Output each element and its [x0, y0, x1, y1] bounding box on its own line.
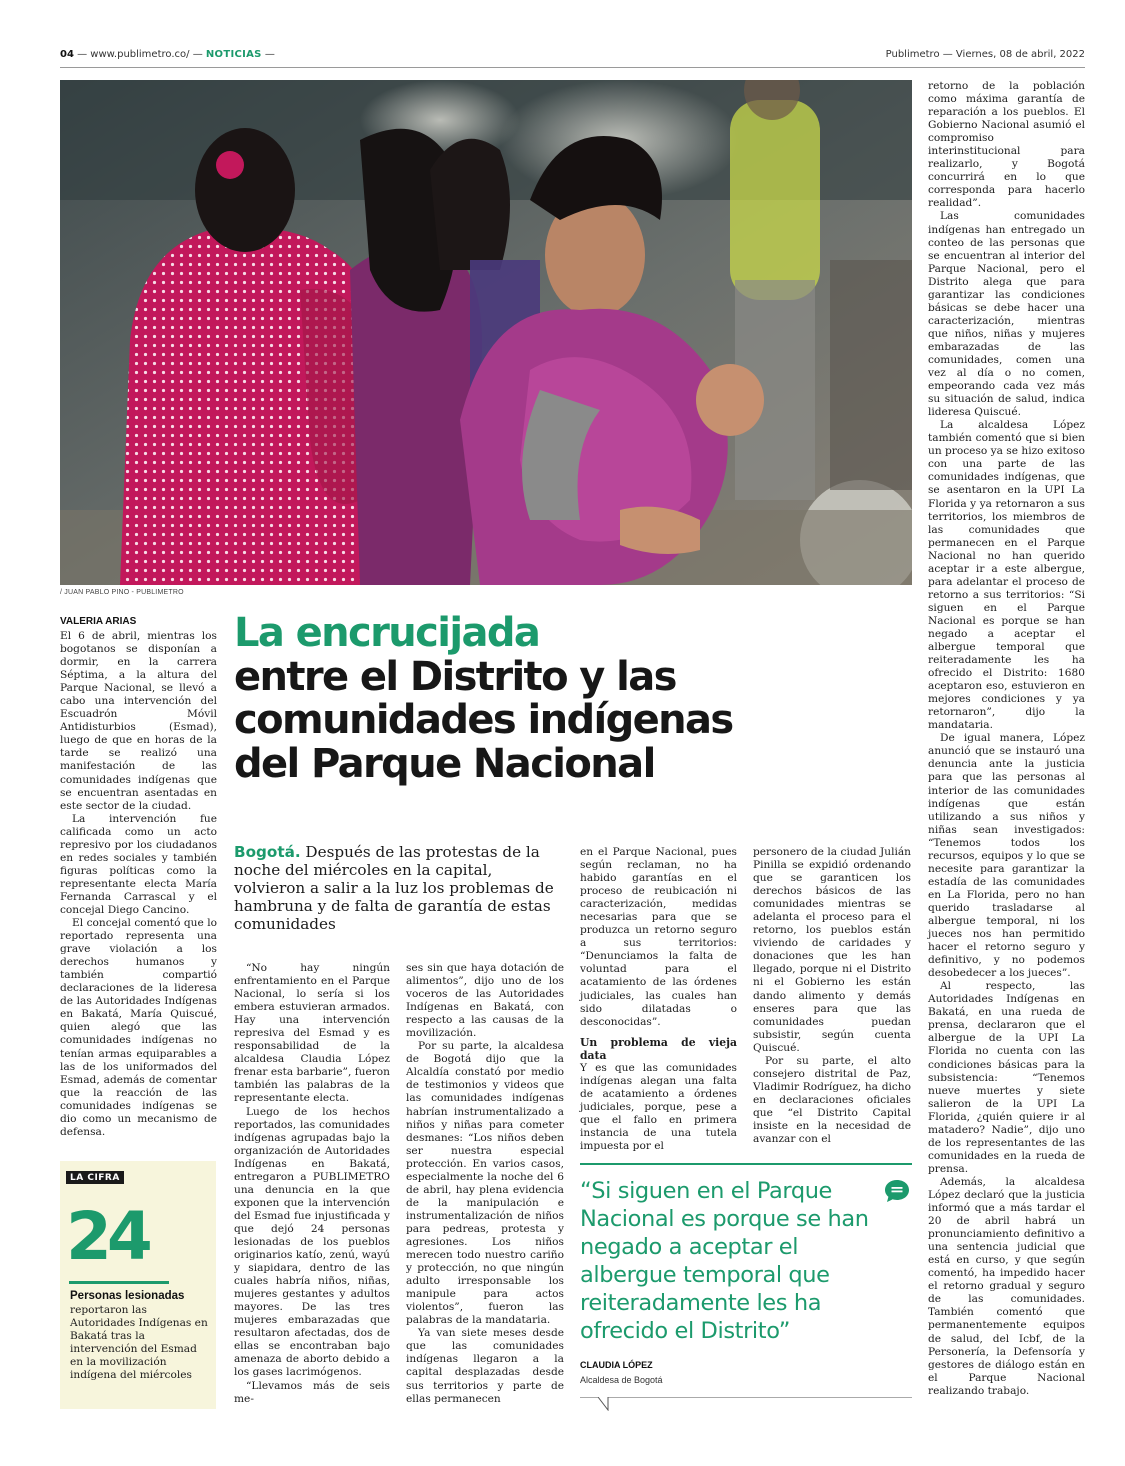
article-column-6 — [928, 80, 1085, 1398]
paragraph: retorno de la población como máxima garantía de reparación a los pueblos. El Gobierno Nacional asumió el compromiso interinstitucional para realizarlo, y Bogotá concurrirá en lo que corresponda para hacerlo realidad”. — [928, 80, 1085, 210]
article-column-4 — [580, 846, 737, 1153]
article-column-5 — [753, 846, 911, 1146]
header-divider — [60, 67, 1085, 68]
la-cifra-tag: LA CIFRA — [66, 1171, 124, 1184]
byline: VALERIA ARIAS — [60, 616, 137, 627]
headline-line: entre el Distrito y las — [234, 653, 676, 700]
paragraph: Luego de los hechos reportados, las comunidades indígenas agrupadas bajo la organización de Autoridades Indígenas en Bakatá, entregaron a PUBLIMETRO una denuncia en la que exponen que la intervención del Esmad fue injustificada y que dejó 24 personas lesionadas de los pueblos originarios katío, zenú, wayú y siapidara, dentro de las cuales habría niños, niñas, mujeres gestantes y adultos mayores. De las tres mujeres embarazadas que resultaron afectadas, dos de ellas se encontraban bajo amenaza de aborto debido a los gases lacrimógenos. — [234, 1105, 390, 1379]
article-column-2 — [234, 962, 390, 1406]
paragraph: Y es que las comunidades indígenas alegan una falta de acatamiento a órdenes judiciales, porque, pese a que el fallo en primera instancia de una tutela impuesta por el — [580, 1061, 737, 1153]
site-url[interactable]: www.publimetro.co/ — [90, 49, 190, 60]
article-column-1 — [60, 630, 217, 1139]
subheading: Un problema de vieja data — [580, 1035, 737, 1062]
headline-highlight: La encrucijada — [234, 610, 540, 656]
section-name: NOTICIAS — [205, 49, 262, 60]
pull-quote-author: CLAUDIA LÓPEZ — [580, 1360, 653, 1370]
paragraph: La alcaldesa López también comentó que si bien un proceso ya se hizo exitoso con una parte de las comunidades indígenas, que se asentaron en la UPI La Florida y ya retornaron a sus territorios, los miembros de las comunidades que permanecen en el Parque Nacional no han querido aceptar ir a este albergue, para adelantar el proceso de retorno a sus territorios: “Si siguen en el Parque Nacional es porque se han negado a aceptar el albergue temporal que reiteradamente les ha ofrecido el Distrito: 1680 aceptaron eso, estuvieron en mejores condiciones y ya retornaron”, dijo la mandataria. — [928, 419, 1085, 732]
speech-bubble-icon — [884, 1179, 910, 1203]
paragraph: Por su parte, el alto consejero distrital de Paz, Vladimir Rodríguez, ha dicho en declaraciones oficiales que “el Distrito Capital insiste en la necesidad de avanzar con el — [753, 1054, 911, 1146]
pull-quote-baseline — [580, 1396, 912, 1410]
paragraph: Ya van siete meses desde que las comunidades indígenas llegaron a la capital desplazadas desde sus territorios y parte de ellas permanecen — [406, 1327, 564, 1405]
photo-illustration — [60, 80, 912, 585]
lead-text: Después de las protestas de la noche del miércoles en la capital, volvieron a salir a la luz los problemas de hambruna y de falta de garantía de estas comunidades — [234, 843, 554, 933]
article-lead — [234, 843, 564, 933]
paragraph: “Llevamos más de seis me- — [234, 1379, 390, 1405]
paragraph: El concejal comentó que lo reportado representa una grave violación a los derechos humanos y también compartió declaraciones de la lideresa de las Autoridades Indígenas en Bakatá, María Quiscué, quien alegó que las comunidades indígenas no tenían armas equiparables a las de los uniformados del Esmad, además de comentar que la reacción de las comunidades indígenas se dio como un mecanismo de defensa. — [60, 917, 217, 1138]
article-photo — [60, 80, 912, 585]
publication-date: Publimetro — Viernes, 08 de abril, 2022 — [885, 49, 1085, 60]
page-header-left — [60, 49, 275, 60]
la-cifra-divider — [69, 1281, 169, 1284]
quote-tail-graphic — [580, 1397, 912, 1411]
headline-line: del Parque Nacional — [234, 740, 655, 787]
pull-quote-role: Alcaldesa de Bogotá — [580, 1375, 663, 1385]
la-cifra-description: reportaron las Autoridades Indígenas en Bakatá tras la intervención del Esmad en la movilización indígena del miércoles — [70, 1304, 208, 1381]
la-cifra-number: 24 — [66, 1198, 148, 1275]
header-separator: — — [77, 49, 91, 60]
la-cifra-label: Personas lesionadas — [70, 1290, 185, 1302]
headline — [234, 612, 914, 786]
paragraph: La intervención fue calificada como un acto represivo por los ciudadanos en redes sociales y también figuras políticas como la representante electa María Fernanda Carrascal y el concejal Diego Cancino. — [60, 812, 217, 916]
page-number: 04 — [60, 49, 74, 60]
paragraph: El 6 de abril, mientras los bogotanos se disponían a dormir, en la carrera Séptima, a la altura del Parque Nacional, se llevó a cabo una intervención del Escuadrón Móvil Antidisturbios (Esmad), luego de que en horas de la tarde se realizó una manifestación de las comunidades indígenas que se encuentran asentadas en este sector de la ciudad. — [60, 630, 217, 812]
article-column-3 — [406, 962, 564, 1406]
paragraph: en el Parque Nacional, pues según reclaman, no ha habido garantías en el proceso de reubicación ni caracterización, medidas necesarias para que se produzca un retorno seguro a sus territorios: “Denunciamos la falta de voluntad para el acatamiento de las órdenes judiciales, las cuales han sido dilatadas o desconocidas”. — [580, 846, 737, 1028]
pull-quote-text: “Si siguen en el Parque Nacional es porque se han negado a aceptar el albergue temporal que reiteradamente les ha ofrecido el Distrito” — [580, 1178, 869, 1344]
header-separator: — — [264, 49, 275, 60]
paragraph: De igual manera, López anunció que se instauró una denuncia ante la justicia para que las personas al interior de las comunidades indígenas que están utilizando a sus niños y niñas sean investigados: “Tenemos todos los recursos, equipos y lo que se necesite para garantizar la estadía de las comunidades en La Florida, pero no han querido trasladarse al albergue temporal, ni los jueces nos han permitido hacer el retorno seguro y definitivo, y no podemos desobedecer a los jueces”. — [928, 732, 1085, 980]
paragraph: personero de la ciudad Julián Pinilla se expidió ordenando que se garanticen los derechos básicos de las comunidades mientras se adelanta el proceso para el retorno, los pueblos están viviendo de caridades y donaciones que les han llegado, porque ni el Distrito ni el Gobierno les están dando alimento y demás enseres para que las comunidades puedan subsistir, según cuenta Quiscué. — [753, 846, 911, 1054]
paragraph: Al respecto, las Autoridades Indígenas en Bakatá, en una rueda de prensa, declararon que el albergue de la UPI La Florida no cuenta con las condiciones básicas para la subsistencia: “Tenemos nueve muertes y siete salieron de la UPI La Florida, ¿quién quiere ir al matadero? Nadie”, dijo uno de los representantes de las comunidades en la rueda de prensa. — [928, 980, 1085, 1175]
header-separator: — — [192, 49, 206, 60]
paragraph: Además, la alcaldesa López declaró que la justicia informó que a más tardar el 20 de abril habrá un pronunciamiento definitivo a una sentencia judicial que está en curso, y que según comentó, ha impedido hacer el retorno gradual y seguro de las comunidades. También comentó que permanentemente equipos de salud, del Icbf, de la Personería, la Defensoría y gestores de diálogo están en el Parque Nacional realizando trabajo. — [928, 1175, 1085, 1397]
headline-line: comunidades indígenas — [234, 697, 733, 743]
photo-credit: / JUAN PABLO PINO - PUBLIMETRO — [60, 589, 184, 596]
paragraph: Por su parte, la alcaldesa de Bogotá dijo que la Alcaldía constató por medio de testimonios y videos que las comunidades indígenas habrían instrumentalizado a niños y niñas para cometer desmanes: “Los niños deben ser nuestra especial protección. En varios casos, especialmente la noche del 6 de abril, hay plena evidencia de la manipulación e instrumentalización de niños para pedreas, protesta y agresiones. Los niños merecen todo nuestro cariño y protección, no que ningún adulto irresponsable los manipule para actos violentos”, fueron las palabras de la mandataria. — [406, 1040, 564, 1327]
dateline: Bogotá. — [234, 843, 301, 861]
speech-bubble-icon-graphic — [884, 1179, 910, 1203]
paragraph: Las comunidades indígenas han entregado un conteo de las personas que se encuentran al interior del Parque Nacional, pero el Distrito alega que para garantizar las condiciones básicas se debe hacer una caracterización, mientras que niños, niñas y mujeres embarazadas de las comunidades, comen una vez al día o no comen, empeorando cada vez más su situación de salud, indica lideresa Quiscué. — [928, 210, 1085, 419]
paragraph: ses sin que haya dotación de alimentos”, dijo uno de los voceros de las Autoridades Indígenas en Bakatá, con respecto a las causas de la movilización. — [406, 962, 564, 1040]
pull-quote-divider — [580, 1163, 912, 1165]
paragraph: “No hay ningún enfrentamiento en el Parque Nacional, lo sería si los embera estuvieran armados. Hay una intervención represiva del Esmad y es responsabilidad de la alcaldesa Claudia López frenar esta barbarie”, fueron también las palabras de la representante electa. — [234, 962, 390, 1105]
